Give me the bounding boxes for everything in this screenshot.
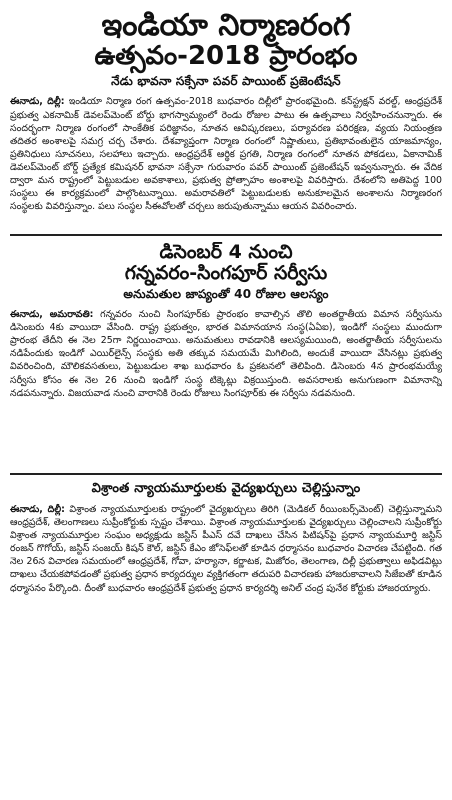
section-divider [10,473,442,475]
article-construction-expo [10,8,442,228]
article1-body [10,95,442,213]
article1-subheadline: నేడు భావనా సక్సేనా పవర్ పాయింట్ ప్రజెంటేషన్ [111,74,341,89]
newspaper-clipping [10,8,442,651]
article-singapore-flight [10,242,442,467]
article2-dateline: ఈనాడు, అమరావతి: [10,309,94,321]
article2-body [10,308,442,400]
article1-dateline: ఈనాడు, దిల్లీ: [10,96,65,108]
article3-dateline: ఈనాడు, దిల్లీ: [10,504,65,515]
article3-headline: విశ్రాంత న్యాయమూర్తులకు వైద్యఖర్చులు చెల్లిస్తున్నాం [91,481,361,496]
article3-text: విశ్రాంత న్యాయమూర్తులకు రాష్ట్రంలో వైద్యఖర్చులు తిరిగి (మెడికల్ రీయింబర్స్‌మెంట్) చెల్లిస్తున్నామని ఆంధ్రప్రదేశ్, తెలంగాణలు సుప్రీంకోర్టుకు స్పష్టం చేశాయి. విశ్రాంత న్యాయమూర్తులకు వైద్యఖర్చులు చెల్లించాలని సుప్రీంకోర్టు విశ్రాంత న్యాయమూర్తుల సంఘం అధ్యక్షుడు జస్టిస్ పీఎస్ దవే దాఖలు చేసిన పిటిషన్‌పై ప్రధాన న్యాయమూర్తి జస్టిస్ రంజన్ గొగోయ్, జస్టిస్ సంజయ్ కిషన్ కౌల్, జస్టిస్ కేఎం జోసెఫ్‌లతో కూడిన ధర్మాసనం బుధవారం విచారణ చేపట్టింది. గత నెల 26న విచారణ సమయంలో ఆంధ్రప్రదేశ్, గోవా, హర్యానా, కర్ణాటక, మిజోరం, తెలంగాణ, దిల్లీ ప్రభుత్వాలు అఫిడవిట్లు దాఖలు చేయకపోవడంతో ప్రభుత్వ ప్రధాన కార్యదర్శుల వ్యక్తిగతంగా తదుపరి విచారణకు హాజరుకావాలని సిజేఐతో కూడిన ధర్మాసనం పేర్కొంది. దీంతో బుధవారం ఆంధ్రప్రదేశ్ ప్రభుత్వ ప్రధాన కార్యదర్శి అనిల్ చంద్ర పునేఠ కోర్టుకు హాజరయ్యారు. [10,504,442,594]
article1-text: ఇండియా నిర్మాణ రంగ ఉత్సవం-2018 బుధవారం దిల్లీలో ప్రారంభమైంది. కన్‌స్ట్రక్షన్ వరల్డ్, ఆంధ్రప్రదేశ్ ప్రభుత్వ ఎకనామిక్ డెవలప్‌మెంట్ బోర్డు భాగస్వామ్యంలో రెండు రోజుల పాటు ఈ ఉత్సవాలు నిర్వహించనున్నారు. ఈ సందర్భంగా నిర్మాణ రంగంలో సాంకేతిక పరిజ్ఞానం, నూతన ఆవిష్కరణలు, పర్యావరణ పరిరక్షణ, వ్యయ నియంత్రణ తదితర అంశాలపై సమగ్ర చర్చ చేశారు. దేశవ్యాప్తంగా నిర్మాణ రంగంలో నిష్ణాతులు, ప్రతిభావంతులైన యాజమాన్యం, ప్రతినిధులు సూచనలు, సలహాలు ఇచ్చారు. ఆంధ్రప్రదేశ్ ఆర్థిక ప్రగతి, నిర్మాణ రంగంలో నూతన పోకడలు, ఏకానామిక్ డెవలప్‌మెంట్ బోర్డ్ ప్రత్యేక కమిషనర్ భావనా సక్సేనా గురువారం పవర్ పాయింట్ ప్రజెంటేషన్ ఇవ్వనున్నారు. ఈ వేదిక ద్వారా మన రాష్ట్రంలో పెట్టుబడుల అవకాశాలు, ప్రభుత్వ ప్రోత్సాహం అంశాలపై వివరిస్తారు. దేశంలోని అతిపెద్ద 100 సంస్థలు ఈ కార్యక్రమంలో పాల్గొంటున్నాయి. అమరావతిలో పెట్టుబడులకు అనుకూలమైన అంశాలను నిర్మాణరంగ సంస్థలకు వివరిస్తున్నాం. పలు సంస్థల సీఈవోలతో చర్చలు జరుపుతున్నాము ఆయన వివరించారు. [10,96,442,213]
article2-subheadline: అనుమతుల జాప్యంతో 40 రోజుల ఆలస్యం [123,287,329,302]
article-retired-judges [10,481,442,651]
article3-body [10,503,442,595]
article2-text: గన్నవరం నుంచి సింగపూర్‌కు ప్రారంభం కావాల్సిన తొలి అంతర్జాతీయ విమాన సర్వీసును డిసెంబరు 4కు వాయిదా వేసింది. రాష్ట్ర ప్రభుత్వం, భారత విమానయాన సంస్థ(ఏఏఐ), ఇండిగో సంస్థలు ముందుగా ప్రారంభ తేదీని ఈ నెల 25గా నిర్ణయించాయి. అనుమతులు రావడానికి ఆలస్యమయింది, అంతర్జాతీయ సర్వీసులను నడిపేందుకు ఇండిగో ఎయిర్‌లైన్స్ సంస్థకు అతి తక్కువ సమయమే మిగిలింది, అందుకే వాయిదా వేసినట్లు ప్రభుత్వ వివరించింది, మౌలికవసతులు, పెట్టుబడుల శాఖ బుధవారం ఓ ప్రకటనలో తెలిపింది. డిసెంబరు 4న ప్రారంభమయ్యే సర్వీసు కోసం ఈ నెల 26 నుంచి ఇండిగో సంస్థ టిక్కెట్లు విక్రయిస్తుంది. అవసరాలకు అనుగుణంగా విమానాన్ని నడపనున్నారు. విజయవాడ నుంచి వారానికి రెండు రోజులు సింగపూర్‌కు ఈ సర్వీసు నడవనుంది. [10,309,442,399]
section-divider [10,234,442,236]
article2-headline-line2: గన్నవరం-సింగపూర్ సర్వీసు [124,261,328,284]
article2-headline-line1: డిసెంబర్ 4 నుంచి [159,242,293,263]
article1-headline-line1: ఇండియా నిర్మాణరంగ [101,8,351,43]
article1-headline-line2: ఉత్సవం-2018 ప్రారంభం [94,41,358,72]
